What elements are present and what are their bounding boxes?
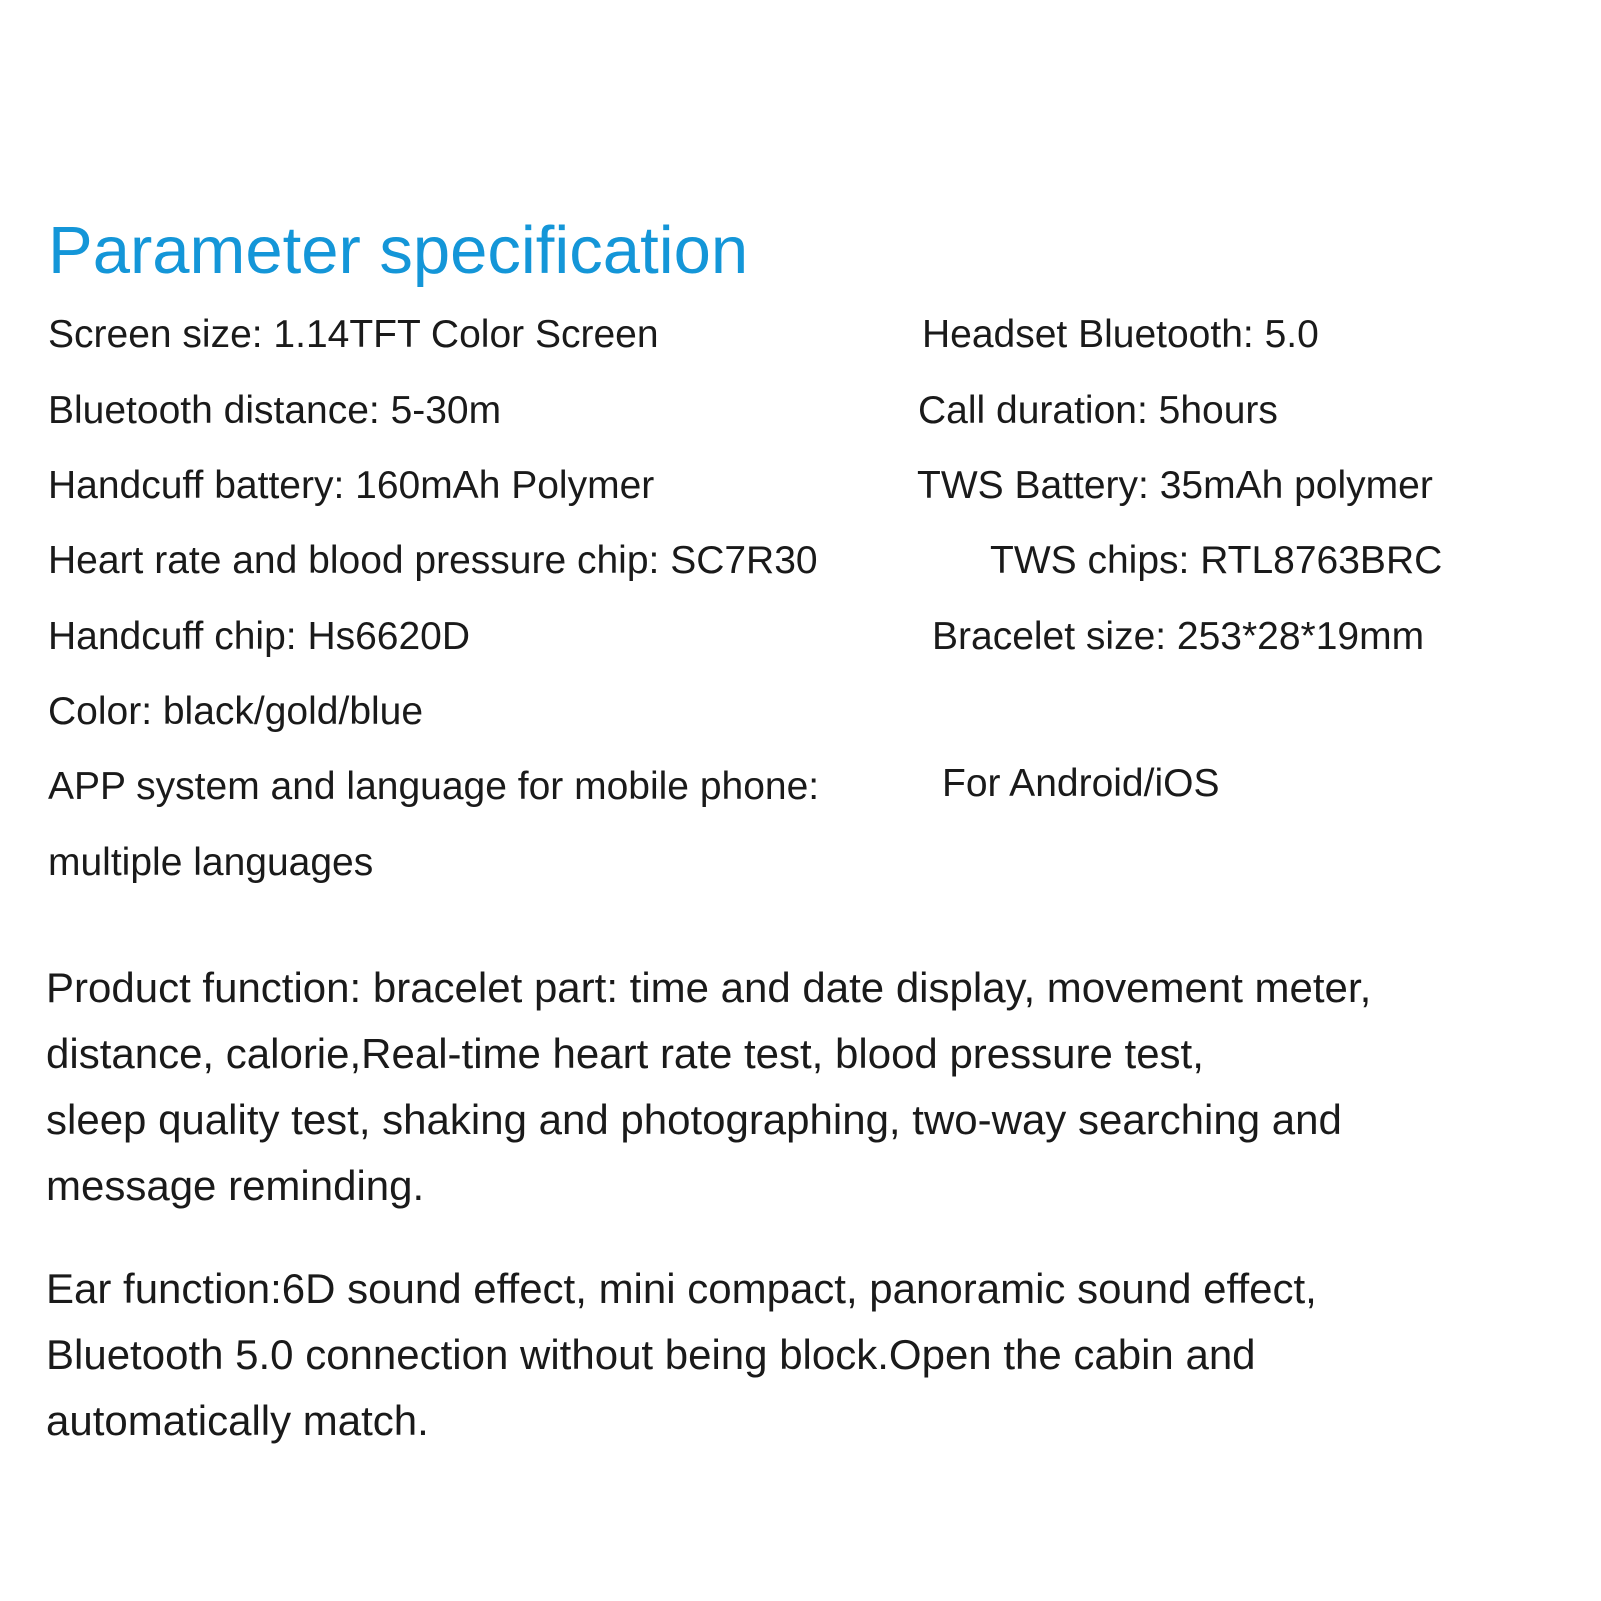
spec-screen-size: Screen size: 1.14TFT Color Screen (48, 313, 659, 356)
product-function-line: Product function: bracelet part: time and date display, movement meter, (46, 964, 1372, 1011)
ear-function-line: automatically match. (46, 1397, 429, 1444)
ear-function-line: Ear function:6D sound effect, mini compact, panoramic sound effect, (46, 1265, 1317, 1312)
spec-handcuff-chip: Handcuff chip: Hs6620D (48, 615, 471, 658)
page-title: Parameter specification (48, 213, 749, 288)
spec-headset-bluetooth: Headset Bluetooth: 5.0 (922, 313, 1319, 356)
spec-app-label: APP system and language for mobile phone: (48, 765, 820, 808)
product-function-line: distance, calorie,Real-time heart rate test, blood pressure test, (46, 1030, 1204, 1077)
spec-handcuff-battery: Handcuff battery: 160mAh Polymer (48, 464, 655, 507)
spec-app-value: For Android/iOS (942, 762, 1220, 805)
spec-call-duration: Call duration: 5hours (918, 389, 1278, 432)
ear-function-line: Bluetooth 5.0 connection without being block.Open the cabin and (46, 1331, 1256, 1378)
spec-bluetooth-distance: Bluetooth distance: 5-30m (48, 389, 502, 432)
product-function-line: message reminding. (46, 1162, 425, 1209)
spec-hr-bp-chip: Heart rate and blood pressure chip: SC7R30 (48, 539, 818, 582)
spec-tws-chips: TWS chips: RTL8763BRC (990, 539, 1443, 582)
product-function-paragraph (46, 955, 1371, 1219)
product-function-line: sleep quality test, shaking and photographing, two-way searching and (46, 1096, 1342, 1143)
spec-tws-battery: TWS Battery: 35mAh polymer (917, 464, 1433, 507)
ear-function-paragraph (46, 1256, 1317, 1454)
spec-color: Color: black/gold/blue (48, 690, 424, 733)
spec-bracelet-size: Bracelet size: 253*28*19mm (932, 615, 1425, 658)
spec-languages: multiple languages (48, 841, 374, 884)
